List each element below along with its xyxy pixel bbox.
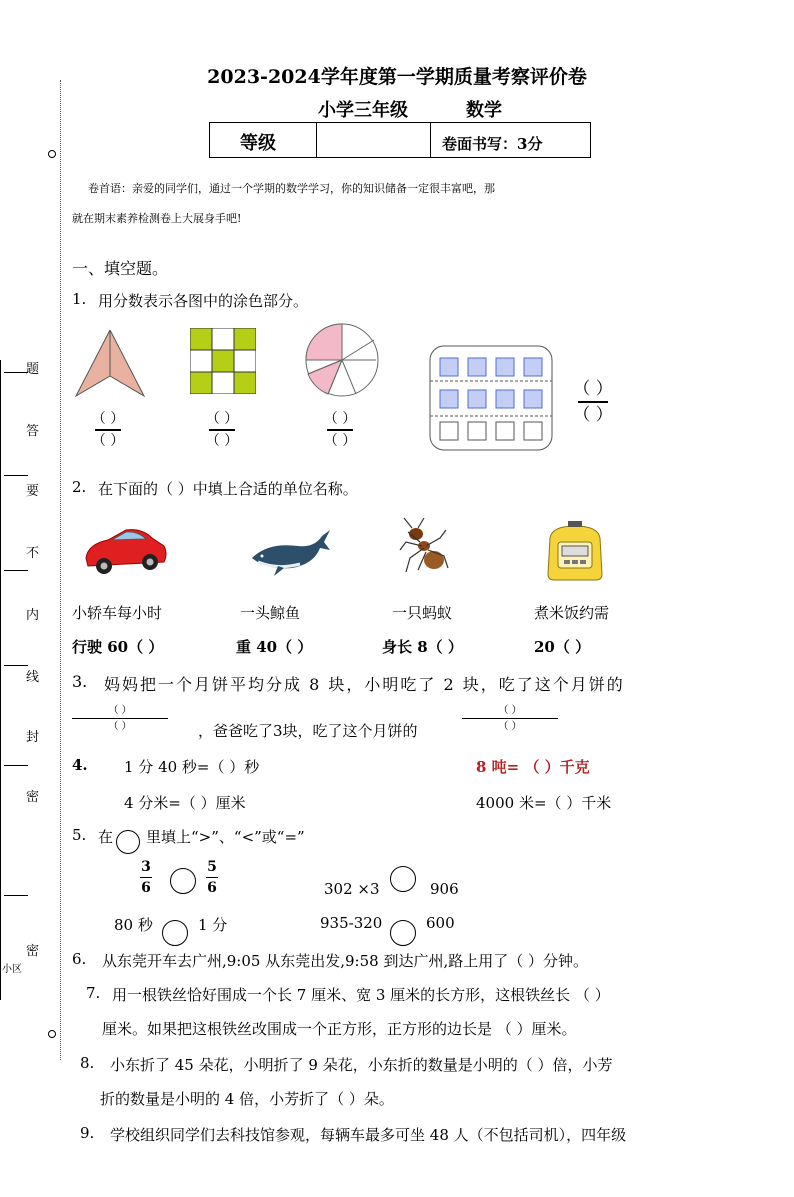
page-title: 2023-2024学年度第一学期质量考察评价卷: [207, 66, 587, 88]
grade-value-cell[interactable]: [318, 123, 428, 157]
q5-expr-2-right: 906: [430, 880, 459, 898]
q4-number: 4.: [72, 756, 88, 774]
intro-line-2: 就在期末素养检测卷上大展身手吧!: [72, 212, 242, 225]
frac-bottom: （ ）: [573, 405, 613, 425]
q2-item-3-line1: 一只蚂蚁: [392, 604, 453, 622]
q1-answer-frac-4[interactable]: [570, 378, 616, 426]
binding-char-8: 密: [26, 790, 40, 805]
frac-bottom: （ ）: [498, 721, 522, 732]
q6-text[interactable]: 从东莞开车去广州,9:05 从东莞出发,9:58 到达广州,路上用了（ ）分钟。: [102, 952, 588, 970]
q8-line1[interactable]: 小东折了 45 朵花，小明折了 9 朵花，小东折的数量是小明的（ ）倍，小芳: [110, 1056, 613, 1074]
q9-number: 9.: [80, 1124, 95, 1142]
frac-top: （ ）: [323, 411, 357, 427]
q3-line2: ，爸爸吃了3块，吃了这个月饼的: [198, 722, 418, 740]
q2-item-4-answer[interactable]: 20（ ）: [534, 638, 591, 656]
q2-item-2-line1: 一头鲸鱼: [240, 604, 301, 622]
q1-grid-figure: [190, 328, 256, 394]
binding-char-4: 不: [26, 546, 40, 561]
q2-item-1-answer[interactable]: 行驶 60（ ）: [72, 638, 164, 656]
q1-number: 1.: [72, 290, 87, 308]
binding-char-2: 答: [26, 424, 40, 439]
q7-line1[interactable]: 用一根铁丝恰好围成一个长 7 厘米、宽 3 厘米的长方形，这根铁丝长 （ ）: [112, 986, 610, 1004]
q4-b[interactable]: 8 吨= （ ）千克: [476, 758, 590, 776]
frac-top: （ ）: [108, 705, 132, 716]
intro-line-1: 卷首语：亲爱的同学们，通过一个学期的数学学习，你的知识储备一定很丰富吧，那: [88, 182, 495, 195]
q5-expr-4-right: 600: [426, 914, 455, 932]
q1-boxes-figure: [428, 344, 554, 452]
frac-bottom: （ ）: [108, 721, 132, 732]
binding-rule: [4, 372, 28, 373]
q5-expr-3-right: 1 分: [198, 916, 228, 934]
grade-table: [209, 122, 591, 158]
q3-line1: 妈妈把一个月饼平均分成 8 块，小明吃了 2 块，吃了这个月饼的: [104, 675, 625, 694]
q5-frac-2: 5 6: [207, 859, 217, 896]
binding-solid-line: [0, 360, 1, 1000]
q5-number: 5.: [72, 826, 87, 844]
frac-top: （ ）: [573, 379, 613, 399]
binding-rule: [4, 475, 28, 476]
q5-expr-3-left: 80 秒: [114, 916, 153, 934]
q3-number: 3.: [72, 672, 88, 691]
binding-char-1: 题: [26, 362, 40, 377]
binding-char-3: 要: [26, 484, 40, 499]
writing-score-label: 卷面书写：3分: [442, 135, 543, 153]
binding-char-7: 封: [26, 730, 40, 745]
q5-compare-circle-1[interactable]: [170, 868, 196, 894]
q7-line2[interactable]: 厘米。如果把这根铁丝改围成一个正方形，正方形的边长是 （ ）厘米。: [102, 1020, 577, 1038]
q1-triangle-figure: [72, 328, 148, 398]
binding-char-5: 内: [26, 608, 40, 623]
section-title: 一、填空题。: [72, 259, 169, 278]
q9-line1: 学校组织同学们去科技馆参观，每辆车最多可坐 48 人（不包括司机），四年级: [110, 1126, 627, 1144]
q8-line2[interactable]: 折的数量是小明的 4 倍，小芳折了（ ）朵。: [100, 1090, 394, 1108]
q7-number: 7.: [86, 984, 101, 1002]
frac-bottom: （ ）: [91, 433, 125, 449]
q8-number: 8.: [80, 1054, 95, 1072]
q4-a[interactable]: 1 分 40 秒=（ ）秒: [124, 758, 260, 776]
grade-divider-1: [316, 123, 317, 157]
frac-top: （ ）: [205, 411, 239, 427]
frac-top: （ ）: [498, 705, 522, 716]
q2-item-2-answer[interactable]: 重 40（ ）: [236, 638, 313, 656]
q1-circle-figure: [304, 322, 380, 398]
q3-answer-frac-2[interactable]: [460, 704, 560, 733]
binding-rule: [4, 570, 28, 571]
page-subtitle-grade: 小学三年级: [318, 100, 408, 121]
q2-number: 2.: [72, 478, 87, 496]
binding-hole-2: [48, 1030, 56, 1038]
q5-compare-circle-2[interactable]: [390, 866, 416, 892]
q2-item-1-line1: 小轿车每小时: [72, 604, 163, 622]
q5-frac-1: 3 6: [141, 859, 151, 896]
q1-text: 用分数表示各图中的涂色部分。: [98, 292, 309, 310]
q1-answer-frac-1[interactable]: [88, 410, 128, 450]
grade-divider-2: [430, 123, 431, 157]
q3-answer-frac-1[interactable]: [70, 704, 170, 733]
q4-c[interactable]: 4 分米=（ ）厘米: [124, 794, 246, 812]
car-image: [80, 522, 170, 578]
binding-dotted-line: [60, 80, 61, 1060]
frac-bottom: （ ）: [323, 433, 357, 449]
q5-compare-circle-4[interactable]: [390, 920, 416, 946]
q5-text-after: 里填上“>”、“<”或“=”: [146, 828, 305, 846]
q5-example-circle: [116, 830, 140, 854]
binding-hole-1: [48, 150, 56, 158]
frac-top: （ ）: [91, 411, 125, 427]
q2-item-3-answer[interactable]: 身长 8（ ）: [382, 638, 463, 656]
q5-compare-circle-3[interactable]: [162, 920, 188, 946]
binding-char-9: 密: [26, 944, 40, 959]
q2-text: 在下面的（ ）中填上合适的单位名称。: [98, 480, 358, 498]
binding-rule: [4, 895, 28, 896]
binding-side-label: 小区: [2, 964, 22, 975]
q1-answer-frac-2[interactable]: [202, 410, 242, 450]
q4-d[interactable]: 4000 米=（ ）千米: [476, 794, 612, 812]
q6-number: 6.: [72, 950, 87, 968]
q5-text-before: 在: [98, 828, 114, 846]
frac-bottom: （ ）: [205, 433, 239, 449]
binding-rule: [4, 665, 28, 666]
rice-cooker-image: [544, 520, 606, 584]
binding-char-6: 线: [26, 670, 40, 685]
q5-expr-2-left: 302 ×3: [324, 880, 380, 898]
q1-answer-frac-3[interactable]: [320, 410, 360, 450]
q2-item-4-line1: 煮米饭约需: [534, 604, 610, 622]
binding-rule: [4, 765, 28, 766]
ant-image: [394, 516, 452, 580]
page-subtitle-subject: 数学: [466, 100, 502, 121]
whale-image: [248, 524, 332, 580]
grade-label: 等级: [240, 133, 276, 154]
q5-expr-4-left: 935-320: [320, 914, 383, 932]
